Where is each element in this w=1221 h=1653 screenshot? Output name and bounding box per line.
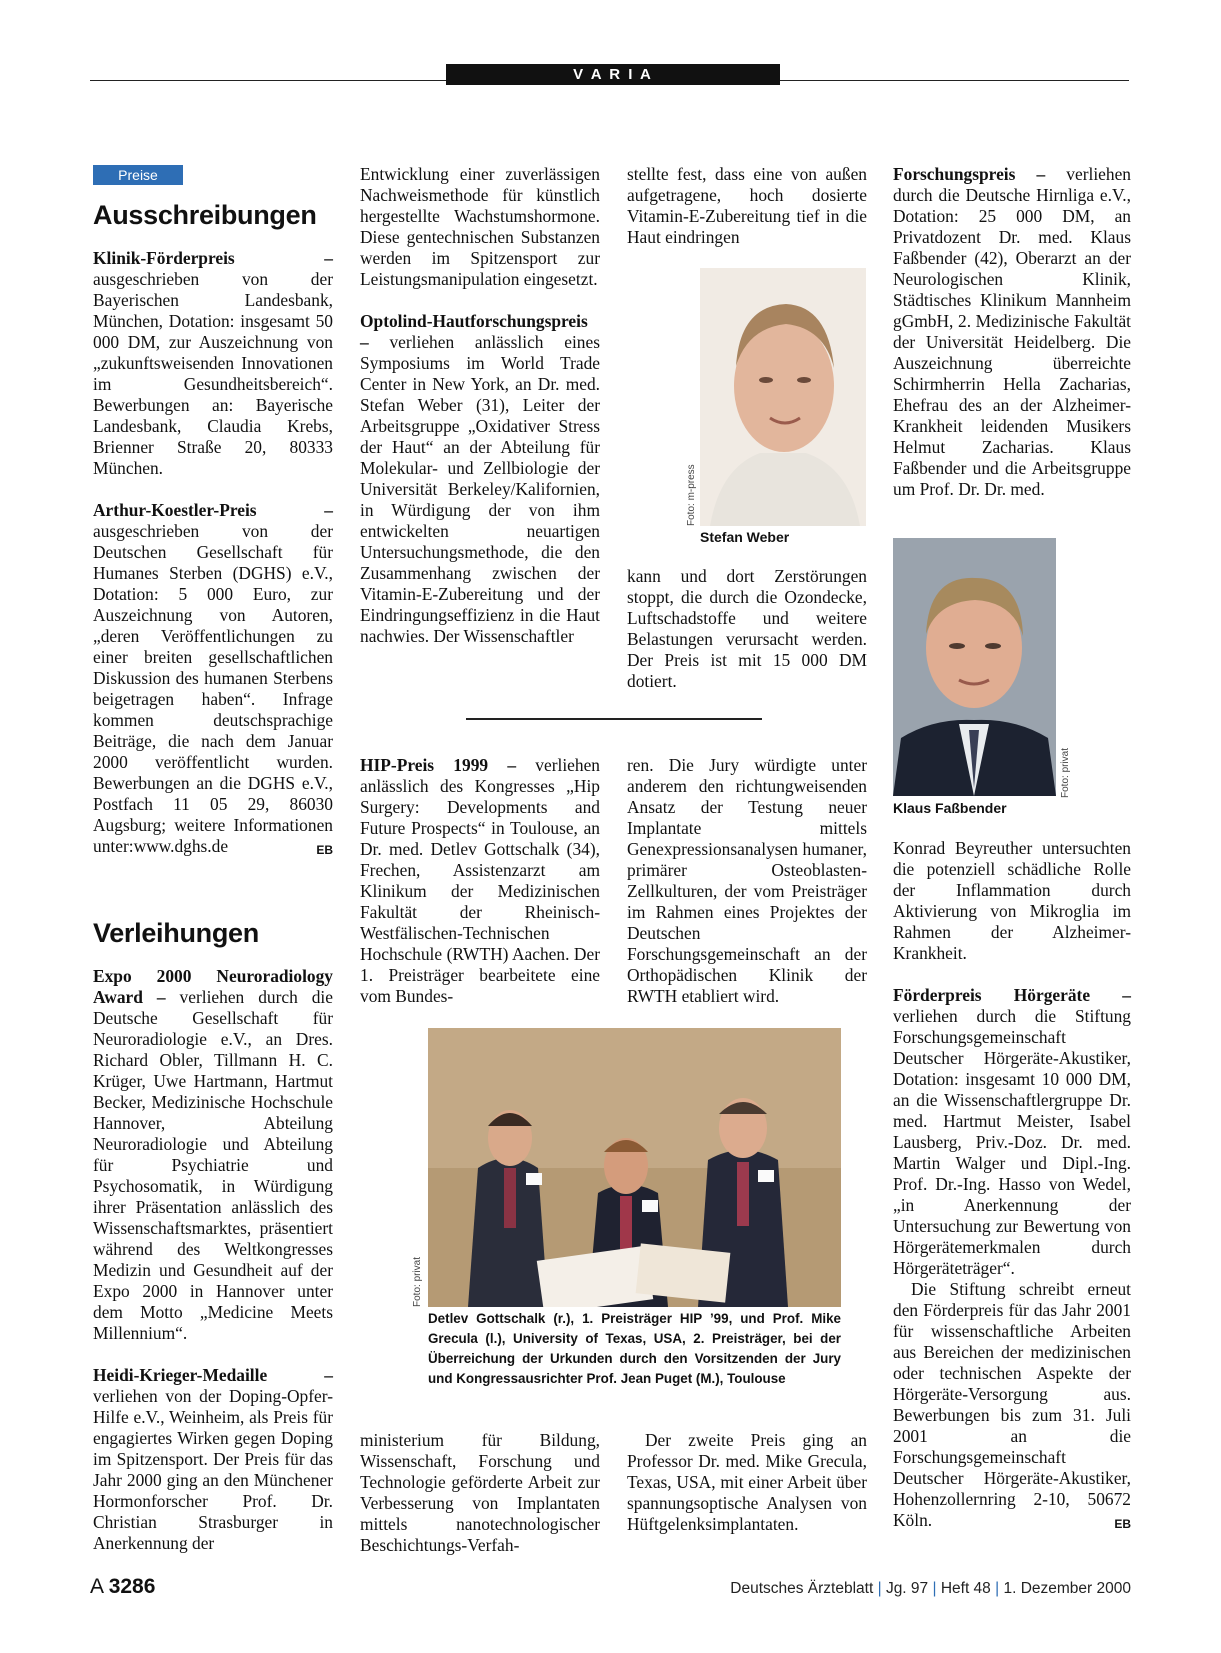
photo-stefan-weber (700, 268, 866, 526)
photo-klaus-fassbender (893, 538, 1056, 796)
heading-ausschreibungen: Ausschreibungen (93, 200, 317, 230)
section-title: V A R I A (573, 66, 653, 83)
author-signature: EB (316, 843, 333, 857)
column-2-top (360, 164, 600, 647)
column-3-mid (627, 755, 867, 1007)
column-4-bottom (893, 838, 1131, 1535)
caption-group-photo: Detlev Gottschalk (r.), 1. Preisträger HIP ’99, und Prof. Mike Grecula (l.), University of Texas, USA, 2. Preisträger, bei der Überreichung der Urkunden durch den Vorsitzenden der Jury und Kongressausrichter Prof. Jean Puget (M.), Toulouse (428, 1311, 841, 1386)
paragraph-hip-preis-continued: ren. Die Jury würdigte unter anderem den richtungweisenden Ansatz der Testung neuer Implantate mittels Genexpressionsanalysen humaner, primärer Osteoblasten-Zellkulturen, der vom Preisträger im Rahmen eines Projektes der Deutschen Forschungsgemeinschaft an der Orthopädischen Klinik der RWTH etabliert wird. (627, 755, 867, 1006)
section-divider (466, 718, 762, 720)
journal-issue: Heft 48 (940, 1580, 991, 1597)
paragraph-heidi-krieger-medaille: Heidi-Krieger-Medaille – verliehen von der Doping-Opfer-Hilfe e.V., Weinheim, als Preis für engagiertes Wirken gegen Doping im Spitzensport. Der Preis für das Jahr 2000 ging an den Münchener Hormonforscher Prof. Dr. Christian Strasburger in Anerkennung der (93, 1365, 333, 1553)
paragraph-hip-preis-end: ministerium für Bildung, Wissenschaft, Forschung und Technologie geförderte Arbeit zur Verbesserung von Implantaten mittels nanotechnologischer Beschichtungs-Verfah- (360, 1430, 600, 1555)
caption-klaus-fassbender: Klaus Faßbender (893, 800, 1007, 816)
category-badge: Preise (93, 165, 183, 185)
caption-stefan-weber: Stefan Weber (700, 529, 790, 545)
column-2-bottom (360, 1430, 600, 1556)
column-3-top-a (627, 164, 867, 248)
paragraph-foerderpreis-hoergeraete: Förderpreis Hörgeräte – verliehen durch die Stiftung Forschungsgemeinschaft Deutscher Hörgeräte-Akustiker, Dotation: insgesamt 10 000 DM, an die Wissenschaftlergruppe Dr. med. Hartmut Meister, Isabel Lausberg, Priv.-Doz. Dr. med. Martin Walger und Dipl.-Ing. Prof. Dr.-Ing. Hasso von Wedel, „in Anerkennung der Untersuchung zur Bewertung von Hörgerätemerkmalen durch Hörgeräteträger“. (893, 985, 1131, 1278)
column-3-bottom (627, 1430, 867, 1535)
paragraph-forschungspreis: Forschungspreis – verliehen durch die Deutsche Hirnliga e.V., Dotation: 25 000 DM, an Privatdozent Dr. med. Klaus Faßbender (42), Oberarzt an der Neurologischen Klinik, Städtisches Klinikum Mannheim gGmbH, 2. Medizinische Fakultät der Universität Heidelberg. Die Auszeichnung überreichte Schirmherrin Hella Zacharias, Ehefrau des an der Alzheimer-Krankheit leidenden Musikers Helmut Zacharias. Klaus Faßbender und die Arbeitsgruppe um Prof. Dr. Dr. med. (893, 164, 1131, 499)
column-2-mid (360, 755, 600, 1007)
paragraph-weber-conclusion: kann und dort Zerstörungen stoppt, die durch die Ozondecke, Luftschadstoffe und weitere Belastungen verursacht werden. Der Preis ist mit 15 000 DM dotiert. (627, 566, 867, 691)
paragraph-hip-preis: HIP-Preis 1999 – verliehen anlässlich des Kongresses „Hip Surgery: Developments and Future Prospects“ in Toulouse, an Dr. med. Detlev Gottschalk (34), Frechen, Assistenzarzt am Klinikum der Medizinischen Fakultät der Rheinisch-Westfälischen-Technischen Hochschule (RWTH) Aachen. Der 1. Preisträger bearbeitete eine vom Bundes- (360, 755, 600, 1006)
photo-credit-fassbender: Foto: privat (1060, 747, 1071, 798)
heading-verleihungen: Verleihungen (93, 918, 259, 948)
portrait-stefan-weber (700, 268, 866, 526)
photo-credit-group: Foto: privat (412, 1256, 423, 1307)
journal-name: Deutsches Ärzteblatt (730, 1580, 874, 1597)
photo-credit-weber: Foto: m-press (686, 464, 697, 526)
page-number: 3286 (108, 1575, 156, 1598)
column-4-top (893, 164, 1131, 500)
paragraph-optolind-preis: Optolind-Hautforschungspreis – verliehen anlässlich eines Symposiums im World Trade Center in New York, an Dr. med. Stefan Weber (31), Leiter der Arbeitsgruppe „Oxidativer Stress der Haut“ an der Abteilung für Molekular- und Zellbiologie der Universität Berkeley/Kalifornien, in Würdigung der von ihm entwickelten neuartigen Untersuchungsmethode, die den Zusammenhang zwischen der Vitamin-E-Zubereitung und der Eindringungseffizienz in die Haut nachwies. Der Wissenschaftler (360, 311, 600, 646)
author-signature: EB (1114, 1517, 1131, 1531)
column-3-top-b (627, 566, 867, 692)
paragraph-strasburger-continued: Entwicklung einer zuverlässigen Nachweismethode für künstlich hergestellte Wachstumshormone. Diese gentechnischen Substanzen werden im Spitzensport zur Leistungsmanipulation eingesetzt. (360, 164, 600, 289)
section-banner (446, 64, 780, 85)
column-1-top (93, 248, 333, 861)
column-1-bottom (93, 966, 333, 1554)
paragraph-klinik-foerderpreis: Klinik-Förderpreis – ausgeschrieben von der Bayerischen Landesbank, München, Dotation: insgesamt 50 000 DM, zur Auszeichnung von „zukunftsweisenden Innovationen im Gesundheitsbereich“. Bewerbungen an: Bayerische Landesbank, Claudia Krebs, Brienner Straße 20, 80333 München. (93, 248, 333, 478)
journal-volume: Jg. 97 (885, 1580, 929, 1597)
paragraph-stiftung-ausschreibung: Die Stiftung schreibt erneut den Förderpreis für das Jahr 2001 für wissenschaftliche Arbeiten aus Bereichen der medizinischen oder technischen Aspekte der Hörgeräte-Versorgung aus. Bewerbungen bis zum 31. Juli 2001 an die Forschungsgemeinschaft Deutscher Hörgeräte-Akustiker, Hohenzollernring 2-10, 50672 Köln. EB (893, 1279, 1131, 1531)
paragraph-expo-2000-award: Expo 2000 Neuroradiology Award – verliehen durch die Deutsche Gesellschaft für Neuroradiologie e.V., an Dres. Richard Obler, Tillmann H. C. Krüger, Uwe Hartmann, Hartmut Becker, Medizinische Hochschule Hannover, Abteilung Neuroradiologie und Abteilung für Psychiatrie und Psychosomatik, in Würdigung ihrer Präsentation anlässlich des Wissenschaftsmarktes, präsentiert während des Weltkongresses Medizin und Gesundheit auf der Expo 2000 in Hannover unter dem Motto „Medicine Meets Millennium“. (93, 966, 333, 1343)
paragraph-weber-continued: stellte fest, dass eine von außen aufgetragene, hoch dosierte Vitamin-E-Zubereitung tief in die Haut eindringen (627, 164, 867, 247)
portrait-klaus-fassbender (893, 538, 1056, 796)
paragraph-zweiter-preis: Der zweite Preis ging an Professor Dr. med. Mike Grecula, Texas, USA, mit einer Arbeit über spannungsoptische Analysen von Hüftgelenksimplantaten. (627, 1430, 867, 1534)
paragraph-fassbender-continued: Konrad Beyreuther untersuchten die potenziell schädliche Rolle der Inflammation durch Aktivierung von Mikroglia im Rahmen der Alzheimer-Krankheit. (893, 838, 1131, 963)
page-prefix: A (90, 1575, 103, 1598)
footer-page-number (90, 1575, 155, 1599)
group-photo-image (428, 1028, 841, 1307)
journal-date: 1. Dezember 2000 (1003, 1580, 1131, 1597)
paragraph-arthur-koestler-preis: Arthur-Koestler-Preis – ausgeschrieben von der Deutschen Gesellschaft für Humanes Sterben (DGHS) e.V., Dotation: 5 000 Euro, zur Auszeichnung von Autoren, „deren Veröffentlichungen zu einer breiten gesellschaftlichen Diskussion des humanen Sterbens beigetragen haben“. Infrage kommen deutschsprachige Beiträge, die nach dem Januar 2000 veröffentlicht wurden. Bewerbungen an die DGHS e.V., Postfach 11 05 29, 86030 Augsburg; weitere Informationen unter:www.dghs.de EB (93, 500, 333, 857)
photo-hip-award-ceremony (428, 1028, 841, 1307)
footer-journal-info: Deutsches Ärzteblatt | Jg. 97 | Heft 48 | 1. Dezember 2000 (730, 1580, 1131, 1597)
